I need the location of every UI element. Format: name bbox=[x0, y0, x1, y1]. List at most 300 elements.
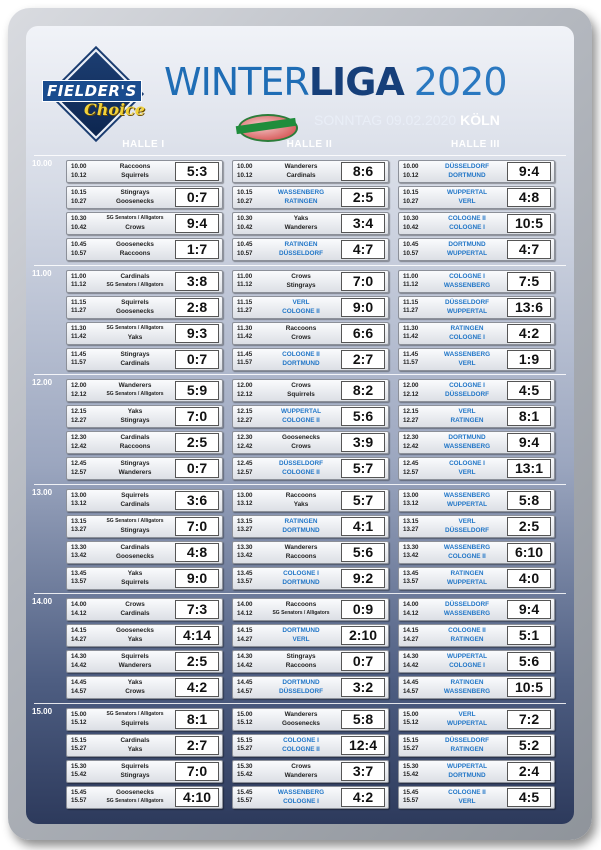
game-card bbox=[232, 322, 389, 345]
team-away: COLOGNE II bbox=[282, 417, 320, 424]
team-away: Squirrels bbox=[287, 391, 315, 398]
start-time: 11.30 bbox=[237, 324, 253, 332]
team-home: COLOGNE II bbox=[448, 788, 486, 796]
end-time: 14.42 bbox=[71, 661, 87, 669]
game-teams bbox=[259, 491, 343, 509]
end-time: 11.27 bbox=[237, 307, 253, 314]
time-block bbox=[26, 374, 574, 484]
start-time: 10.30 bbox=[403, 215, 419, 222]
team-away: VERL bbox=[292, 636, 310, 643]
team-away: Cardinals bbox=[120, 359, 150, 367]
game-score: 9:3 bbox=[175, 324, 219, 343]
end-time: 10.27 bbox=[237, 197, 253, 205]
start-time: 11.15 bbox=[71, 298, 87, 306]
block-divider bbox=[34, 484, 566, 485]
team-home: RATINGEN bbox=[450, 679, 484, 686]
end-time: 12.12 bbox=[237, 390, 253, 398]
game-times bbox=[403, 382, 427, 399]
game-score: 5:6 bbox=[341, 543, 385, 562]
game-teams bbox=[425, 459, 509, 477]
block-divider bbox=[34, 703, 566, 704]
schedule-board bbox=[26, 26, 574, 824]
game-times bbox=[403, 711, 427, 728]
game-teams bbox=[425, 433, 509, 451]
team-away: DORTMUND bbox=[448, 172, 486, 179]
end-time: 14.12 bbox=[71, 609, 87, 617]
game-score: 3:2 bbox=[341, 678, 385, 697]
hall-header-2: HALLE II bbox=[286, 139, 333, 150]
start-time: 13.45 bbox=[237, 569, 253, 577]
game-teams bbox=[93, 788, 177, 806]
game-teams bbox=[259, 710, 343, 728]
team-home: Stingrays bbox=[286, 653, 316, 660]
game-teams bbox=[425, 652, 509, 670]
game-times bbox=[237, 163, 261, 180]
game-score: 9:4 bbox=[507, 600, 551, 619]
team-home: Stingrays bbox=[120, 189, 150, 196]
end-time: 12.57 bbox=[71, 468, 87, 476]
start-time: 10.45 bbox=[237, 241, 253, 248]
game-teams bbox=[93, 188, 177, 206]
team-home: Yaks bbox=[293, 215, 309, 222]
team-home: DÜSSELDORF bbox=[444, 298, 490, 306]
game-card bbox=[66, 489, 223, 512]
start-time: 11.45 bbox=[237, 350, 253, 358]
team-away: Squirrels bbox=[121, 719, 149, 727]
game-times bbox=[237, 492, 261, 509]
game-teams bbox=[93, 569, 177, 587]
start-time: 12.15 bbox=[403, 408, 419, 415]
team-home: DÜSSELDORF bbox=[278, 460, 324, 467]
game-times bbox=[403, 189, 427, 206]
team-away: Stingrays bbox=[120, 526, 150, 534]
team-away: Yaks bbox=[127, 636, 143, 643]
game-times bbox=[71, 544, 95, 561]
end-time: 11.57 bbox=[237, 359, 253, 366]
game-score: 9:2 bbox=[341, 569, 385, 588]
end-time: 11.12 bbox=[71, 281, 87, 288]
game-times bbox=[71, 711, 95, 728]
start-time: 11.30 bbox=[403, 324, 419, 332]
game-times bbox=[237, 273, 261, 290]
start-time: 12.45 bbox=[237, 460, 253, 467]
game-score: 3:6 bbox=[175, 491, 219, 510]
game-score: 4:0 bbox=[507, 569, 551, 588]
end-time: 12.12 bbox=[403, 390, 419, 398]
game-teams bbox=[259, 272, 343, 290]
game-score: 4:2 bbox=[175, 678, 219, 697]
end-time: 10.42 bbox=[237, 223, 253, 231]
game-score: 4:2 bbox=[341, 788, 385, 807]
team-away: Raccoons bbox=[119, 443, 151, 450]
game-card bbox=[398, 270, 555, 293]
end-time: 11.12 bbox=[237, 281, 253, 288]
block-time-label: 15.00 bbox=[32, 706, 53, 716]
start-time: 11.15 bbox=[237, 298, 253, 306]
end-time: 12.42 bbox=[71, 442, 87, 450]
game-teams bbox=[93, 324, 177, 342]
game-card bbox=[232, 296, 389, 319]
block-divider bbox=[34, 593, 566, 594]
end-time: 15.42 bbox=[403, 771, 419, 778]
game-teams bbox=[425, 710, 509, 728]
end-time: 12.27 bbox=[237, 416, 253, 424]
end-time: 13.57 bbox=[403, 578, 419, 585]
game-score: 4:5 bbox=[507, 788, 551, 807]
start-time: 14.30 bbox=[403, 653, 419, 660]
hall-header-1: HALLE I bbox=[122, 139, 165, 150]
team-away: Squirrels bbox=[121, 578, 149, 586]
end-time: 11.57 bbox=[71, 359, 87, 366]
team-home: WASSENBERG bbox=[443, 350, 491, 358]
game-card bbox=[232, 650, 389, 673]
game-teams bbox=[425, 240, 509, 258]
team-away: VERL bbox=[458, 469, 476, 476]
game-score: 4:1 bbox=[341, 517, 385, 536]
game-teams bbox=[93, 298, 177, 316]
game-card bbox=[398, 676, 555, 699]
start-time: 13.00 bbox=[237, 491, 253, 499]
game-times bbox=[237, 711, 261, 728]
team-away: Goosenecks bbox=[115, 198, 154, 205]
time-block bbox=[26, 703, 574, 813]
start-time: 15.45 bbox=[237, 788, 253, 796]
game-card bbox=[232, 598, 389, 621]
game-teams bbox=[259, 433, 343, 451]
team-home: Raccoons bbox=[285, 601, 317, 608]
block-time-label: 10.00 bbox=[32, 159, 53, 168]
header bbox=[26, 26, 574, 136]
game-score: 3:8 bbox=[175, 272, 219, 291]
team-home: SG Senators / Alligators bbox=[106, 710, 164, 717]
start-time: 10.15 bbox=[403, 189, 419, 196]
game-times bbox=[71, 460, 95, 477]
team-home: Squirrels bbox=[121, 298, 149, 306]
game-card bbox=[66, 598, 223, 621]
game-card bbox=[232, 624, 389, 647]
team-home: VERL bbox=[292, 298, 310, 306]
team-home: Squirrels bbox=[121, 491, 149, 499]
start-time: 14.00 bbox=[403, 601, 419, 608]
game-card bbox=[66, 624, 223, 647]
team-away: DORTMUND bbox=[448, 771, 486, 779]
game-teams bbox=[425, 162, 509, 180]
start-time: 11.15 bbox=[403, 298, 419, 306]
team-away: VERL bbox=[458, 198, 476, 205]
game-times bbox=[237, 679, 261, 696]
game-teams bbox=[259, 162, 343, 180]
game-times bbox=[71, 325, 95, 342]
end-time: 13.12 bbox=[237, 500, 253, 507]
team-away: Raccoons bbox=[119, 250, 151, 257]
start-time: 10.15 bbox=[237, 189, 253, 196]
team-away: Raccoons bbox=[285, 552, 317, 560]
game-teams bbox=[259, 381, 343, 399]
end-time: 14.42 bbox=[237, 661, 253, 669]
game-card bbox=[66, 212, 223, 235]
game-score: 2:7 bbox=[341, 350, 385, 369]
game-card bbox=[398, 457, 555, 480]
team-home: Cardinals bbox=[120, 736, 150, 744]
game-times bbox=[237, 653, 261, 670]
team-home: Goosenecks bbox=[115, 241, 154, 248]
game-card bbox=[232, 186, 389, 209]
team-away: WUPPERTAL bbox=[447, 578, 487, 586]
game-score: 7:0 bbox=[175, 517, 219, 536]
game-teams bbox=[259, 350, 343, 368]
game-score: 2:5 bbox=[507, 517, 551, 536]
team-away: Crows bbox=[291, 333, 311, 341]
game-score: 6:10 bbox=[507, 543, 551, 562]
team-home: Wanderers bbox=[284, 163, 318, 170]
game-card bbox=[232, 160, 389, 183]
title-liga: LIGA bbox=[308, 60, 404, 104]
team-away: WUPPERTAL bbox=[447, 307, 487, 315]
game-score: 5:3 bbox=[175, 162, 219, 181]
start-time: 14.00 bbox=[237, 601, 253, 608]
game-card bbox=[398, 212, 555, 235]
game-times bbox=[403, 215, 427, 232]
block-divider bbox=[34, 374, 566, 375]
game-score: 13:1 bbox=[507, 459, 551, 478]
team-away: DÜSSELDORF bbox=[278, 688, 324, 695]
game-times bbox=[71, 273, 95, 290]
game-score: 7:3 bbox=[175, 600, 219, 619]
end-time: 12.27 bbox=[403, 416, 419, 424]
game-times bbox=[237, 627, 261, 644]
team-away: DORTMUND bbox=[282, 359, 320, 367]
game-times bbox=[237, 382, 261, 399]
game-card bbox=[66, 650, 223, 673]
game-times bbox=[403, 325, 427, 342]
game-teams bbox=[259, 517, 343, 535]
game-card bbox=[398, 238, 555, 261]
game-score: 8:1 bbox=[507, 407, 551, 426]
game-times bbox=[71, 382, 95, 399]
end-time: 14.27 bbox=[71, 635, 87, 643]
start-time: 13.00 bbox=[403, 491, 419, 499]
start-time: 12.00 bbox=[403, 382, 419, 389]
start-time: 10.45 bbox=[71, 241, 87, 248]
game-score: 2:7 bbox=[175, 736, 219, 755]
end-time: 10.12 bbox=[237, 171, 253, 179]
end-time: 15.42 bbox=[71, 771, 87, 778]
start-time: 15.30 bbox=[71, 762, 87, 770]
team-away: COLOGNE I bbox=[449, 333, 485, 341]
team-home: DÜSSELDORF bbox=[444, 736, 490, 744]
start-time: 13.45 bbox=[403, 569, 419, 577]
team-away: Crows bbox=[125, 224, 145, 231]
team-home: WUPPERTAL bbox=[281, 408, 321, 415]
team-home: Raccoons bbox=[119, 163, 151, 170]
team-away: Cardinals bbox=[286, 172, 316, 179]
game-teams bbox=[93, 459, 177, 477]
end-time: 12.57 bbox=[403, 468, 419, 476]
game-teams bbox=[259, 240, 343, 258]
game-score: 5:9 bbox=[175, 381, 219, 400]
game-card bbox=[66, 296, 223, 319]
team-home: Goosenecks bbox=[281, 434, 320, 441]
start-time: 13.30 bbox=[403, 543, 419, 551]
game-times bbox=[71, 241, 95, 258]
game-times bbox=[71, 679, 95, 696]
start-time: 12.00 bbox=[71, 382, 87, 389]
team-home: RATINGEN bbox=[450, 569, 484, 577]
game-card bbox=[398, 186, 555, 209]
end-time: 10.12 bbox=[403, 171, 419, 179]
game-score: 7:0 bbox=[341, 272, 385, 291]
game-times bbox=[237, 737, 261, 754]
game-card bbox=[66, 676, 223, 699]
game-score: 10:5 bbox=[507, 678, 551, 697]
game-teams bbox=[259, 788, 343, 806]
game-score: 8:2 bbox=[341, 381, 385, 400]
start-time: 12.30 bbox=[71, 434, 87, 441]
team-away: Raccoons bbox=[285, 662, 317, 669]
end-time: 15.57 bbox=[403, 797, 419, 804]
game-times bbox=[237, 241, 261, 258]
end-time: 10.57 bbox=[71, 249, 87, 257]
game-card bbox=[66, 541, 223, 564]
team-away: Yaks bbox=[293, 500, 309, 508]
game-card bbox=[398, 624, 555, 647]
team-home: Yaks bbox=[127, 408, 143, 415]
game-card bbox=[398, 760, 555, 783]
game-teams bbox=[425, 407, 509, 425]
team-home: Squirrels bbox=[121, 762, 149, 770]
start-time: 10.15 bbox=[71, 189, 87, 196]
game-card bbox=[66, 567, 223, 590]
end-time: 14.12 bbox=[237, 609, 253, 617]
baseball-emblem-icon bbox=[238, 108, 296, 142]
end-time: 10.57 bbox=[237, 249, 253, 257]
game-score: 5:6 bbox=[341, 407, 385, 426]
game-times bbox=[403, 763, 427, 780]
team-away: Stingrays bbox=[120, 417, 150, 424]
game-teams bbox=[425, 517, 509, 535]
start-time: 10.30 bbox=[71, 215, 87, 222]
game-score: 0:7 bbox=[175, 350, 219, 369]
game-teams bbox=[259, 543, 343, 561]
end-time: 15.42 bbox=[237, 771, 253, 778]
game-times bbox=[71, 763, 95, 780]
end-time: 14.57 bbox=[403, 687, 419, 695]
game-score: 9:4 bbox=[175, 214, 219, 233]
game-times bbox=[403, 627, 427, 644]
end-time: 12.12 bbox=[71, 390, 87, 398]
game-times bbox=[237, 460, 261, 477]
block-time-label: 12.00 bbox=[32, 378, 53, 387]
game-score: 3:4 bbox=[341, 214, 385, 233]
game-times bbox=[71, 189, 95, 206]
team-away: WUPPERTAL bbox=[447, 719, 487, 727]
game-times bbox=[403, 241, 427, 258]
game-teams bbox=[425, 762, 509, 780]
team-home: COLOGNE I bbox=[449, 382, 485, 389]
start-time: 10.45 bbox=[403, 241, 419, 248]
game-score: 2:5 bbox=[175, 433, 219, 452]
team-away: Wanderers bbox=[118, 662, 152, 669]
end-time: 12.42 bbox=[403, 442, 419, 450]
team-away: Stingrays bbox=[120, 771, 150, 779]
start-time: 11.45 bbox=[71, 350, 87, 358]
time-block bbox=[26, 265, 574, 375]
team-away: SG Senators / Alligators bbox=[106, 281, 164, 288]
start-time: 10.00 bbox=[237, 163, 253, 170]
team-home: Crows bbox=[291, 272, 311, 280]
end-time: 13.42 bbox=[71, 552, 87, 559]
game-times bbox=[237, 789, 261, 806]
game-card bbox=[232, 734, 389, 757]
game-card bbox=[398, 431, 555, 454]
team-home: Raccoons bbox=[285, 324, 317, 332]
game-card bbox=[66, 186, 223, 209]
game-score: 12:4 bbox=[341, 736, 385, 755]
game-card bbox=[398, 322, 555, 345]
team-home: DÜSSELDORF bbox=[444, 163, 490, 170]
game-score: 1:7 bbox=[175, 240, 219, 259]
start-time: 12.30 bbox=[237, 434, 253, 441]
game-card bbox=[66, 457, 223, 480]
game-card bbox=[66, 348, 223, 371]
team-home: WASSENBERG bbox=[443, 543, 491, 551]
game-score: 4:7 bbox=[507, 240, 551, 259]
game-card bbox=[398, 160, 555, 183]
team-home: Crows bbox=[291, 382, 311, 389]
game-teams bbox=[259, 678, 343, 696]
game-times bbox=[403, 351, 427, 368]
game-times bbox=[403, 408, 427, 425]
start-time: 14.15 bbox=[71, 627, 87, 634]
game-teams bbox=[259, 188, 343, 206]
game-times bbox=[237, 518, 261, 535]
game-card bbox=[232, 760, 389, 783]
game-card bbox=[232, 567, 389, 590]
game-card bbox=[232, 541, 389, 564]
block-time-label: 11.00 bbox=[32, 268, 52, 278]
end-time: 14.42 bbox=[403, 661, 419, 669]
game-teams bbox=[425, 678, 509, 696]
game-score: 4:8 bbox=[507, 188, 551, 207]
block-time-label: 14.00 bbox=[32, 597, 53, 606]
game-card bbox=[66, 515, 223, 538]
game-card bbox=[232, 212, 389, 235]
team-away: Goosenecks bbox=[115, 307, 154, 315]
game-card bbox=[398, 348, 555, 371]
team-away: COLOGNE II bbox=[282, 469, 320, 476]
team-away: Yaks bbox=[127, 333, 143, 341]
game-teams bbox=[425, 188, 509, 206]
game-times bbox=[71, 518, 95, 535]
game-score: 5:7 bbox=[341, 459, 385, 478]
team-home: Stingrays bbox=[120, 350, 150, 358]
team-home: COLOGNE I bbox=[449, 272, 485, 280]
end-time: 13.57 bbox=[237, 578, 253, 585]
game-score: 8:6 bbox=[341, 162, 385, 181]
start-time: 15.45 bbox=[403, 788, 419, 796]
event-date bbox=[314, 112, 500, 128]
game-score: 2:5 bbox=[175, 652, 219, 671]
end-time: 11.42 bbox=[403, 333, 419, 340]
game-card bbox=[66, 734, 223, 757]
end-time: 10.12 bbox=[71, 171, 87, 179]
game-teams bbox=[259, 762, 343, 780]
start-time: 13.45 bbox=[71, 569, 87, 577]
team-home: RATINGEN bbox=[284, 517, 318, 525]
game-times bbox=[237, 570, 261, 587]
game-card bbox=[66, 405, 223, 428]
game-card bbox=[398, 541, 555, 564]
